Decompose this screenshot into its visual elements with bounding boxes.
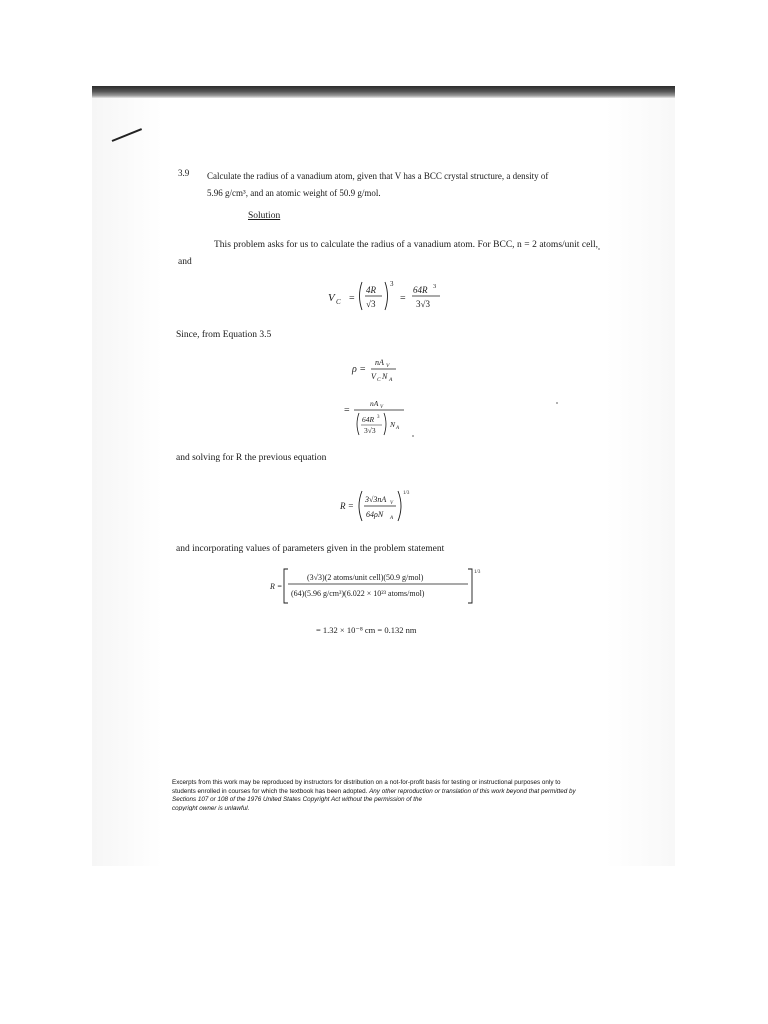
eq-rv-den: (64)(5.96 g/cm³)(6.022 × 10²³ atoms/mol) [291,589,425,598]
eq-rho-den-sub-1: C [377,377,381,383]
eq-vc-num: 4R [366,285,376,295]
eq-rho2-inner-num: 64R [362,415,375,424]
eq-rv-lhs: R = [270,582,283,591]
scanned-page-top-edge [92,86,675,98]
eq-rho2-num: nA [370,399,379,408]
equation-density [352,354,412,384]
eq-rho-num: nA [375,358,384,367]
eq-r-num-sub: V [390,501,394,506]
solution-intro [178,237,598,271]
eq-vc-rhs-exp: 3 [433,283,437,290]
eq-rho-num-sub: V [386,363,390,369]
copyright-footer [172,779,578,811]
eq-rho2-inner-den: 3√3 [364,426,376,435]
eq-r-den-sub: A [390,516,394,521]
solving-for-r-text: and solving for R the previous equation [176,453,327,463]
footer-line-3-italic: this work beyond that permitted by Sections 107 or 108 of the 1976 United States Copyright Act without the permission of the [172,787,576,804]
eq-rho2-na: N [390,420,396,429]
eq-rho2-num-sub: V [380,405,384,410]
solution-heading: Solution [248,211,281,221]
scan-speck [598,248,600,250]
page-sheet [92,96,675,866]
eq-r-exp: 1/3 [403,491,410,496]
problem-number: 3.9 [178,168,190,178]
problem-statement [207,168,597,202]
eq-r-lhs: R = [340,501,354,511]
eq-vc-power: 3 [390,280,394,288]
problem-statement-line-1: Calculate the radius of a vanadium atom, given that V has a BCC crystal structure, a density of [207,171,549,181]
equation-radius [340,487,430,525]
eq-r-den: 64ρN [366,510,384,519]
eq-rho2-equals: = [344,405,350,416]
eq-rho-den-sub-2: A [389,377,393,383]
equation-density-substituted [344,397,414,439]
since-text: Since, from Equation 3.5 [176,330,272,340]
eq-vc-lhs: V [328,292,335,304]
scan-speck [556,402,558,404]
equation-radius-values [270,565,570,607]
eq-vc-rhs-den: 3√3 [416,299,430,309]
equation-result: = 1.32 × 10⁻⁸ cm = 0.132 nm [316,625,417,635]
eq-rho2-na-sub: A [396,426,400,431]
eq-rv-exp: 1/3 [474,570,481,575]
equation-unit-cell-volume [320,278,450,320]
eq-r-num: 3√3nA [365,495,387,504]
eq-rho2-inner-exp: 3 [377,415,380,420]
footer-line-4-italic: copyright owner is unlawful. [172,805,250,812]
eq-vc-equals: = [349,293,355,304]
footer-line-2: purposes only to students enrolled in courses for which the textbook has been adopted. [172,779,561,795]
eq-vc-equals-2: = [400,293,406,304]
footer-line-1: Excerpts from this work may be reproduced by instructors for distribution on a not-for-profit basis for testing or instructional [172,779,513,786]
incorporating-values-text: and incorporating values of parameters given in the problem statement [176,544,445,554]
eq-rv-num: (3√3)(2 atoms/unit cell)(50.9 g/mol) [307,573,424,582]
eq-vc-den: √3 [366,299,376,309]
eq-rho-den: V [371,372,376,381]
solution-intro-line-1: This problem asks for us to calculate the radius of a vanadium atom. For BCC, n = 2 [214,240,537,250]
eq-rho-den-2: N [382,372,388,381]
eq-vc-rhs-num: 64R [413,285,428,295]
solution-intro-line-2: atoms/unit cell, and [178,240,598,267]
eq-rho-lhs: ρ = [352,364,367,375]
footer-line-2-italic: Any other reproduction or translation of [369,787,478,795]
problem-statement-line-2: 5.96 g/cm³, and an atomic weight of 50.9 g/mol. [207,188,381,198]
eq-vc-lhs-sub: C [336,298,341,306]
